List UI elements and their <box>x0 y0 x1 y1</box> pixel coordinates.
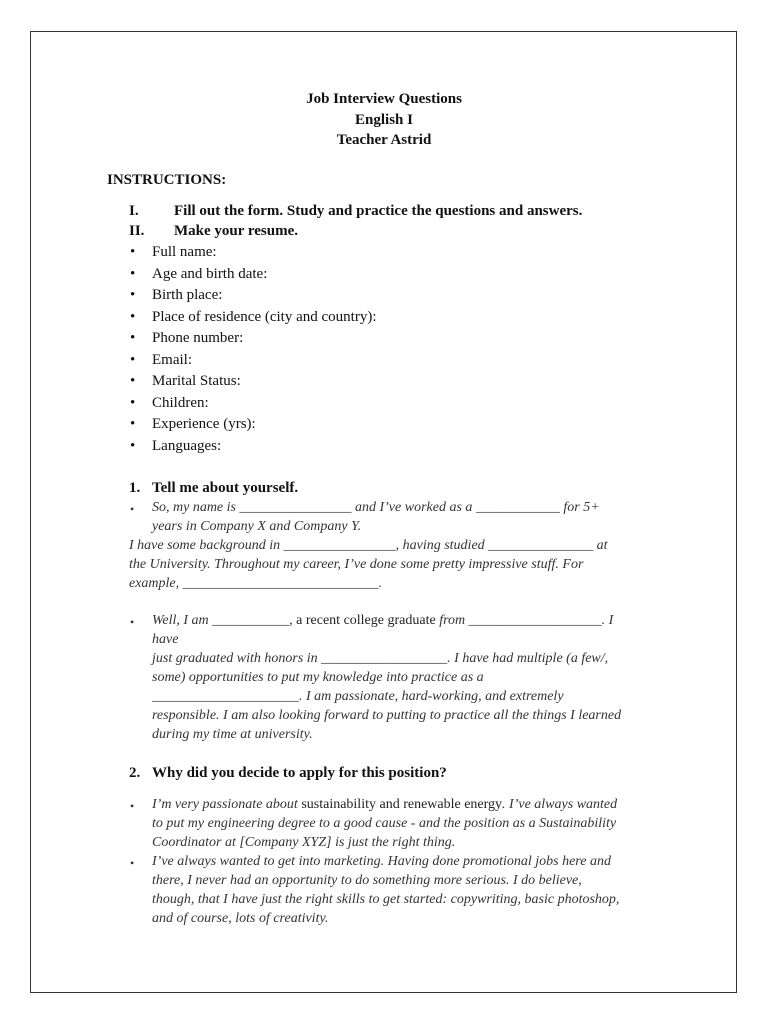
course-name: English I <box>355 112 413 128</box>
answer-line: responsible. I am also looking forward to putting to practice all the things I learned <box>152 708 622 723</box>
field-label: Birth place: <box>152 287 223 303</box>
question-1-text: Tell me about yourself. <box>152 480 299 496</box>
answer-line: example, ____________________________. <box>129 576 383 591</box>
answer-line: I’ve always wanted to get into marketing. Having done promotional jobs here and <box>152 854 611 869</box>
answer-line: So, my name is ________________ and I’ve worked as a ____________ for 5+ <box>152 500 600 515</box>
answer-emphasis: sustainability and renewable energy <box>301 797 503 812</box>
bullet-icon: • <box>130 266 136 282</box>
field-label: Children: <box>152 395 209 411</box>
bullet-icon: • <box>130 287 136 303</box>
answer-line: to put my engineering degree to a good cause - and the position as a Sustainability <box>152 816 617 831</box>
answer-line: _____________________. I am passionate, hard-working, and extremely <box>152 689 564 704</box>
answer-line: there, I never had an opportunity to do something more serious. I do believe, <box>152 873 582 888</box>
step-number: I. <box>129 203 139 219</box>
instructions-heading: INSTRUCTIONS: <box>107 172 227 188</box>
answer-line: have <box>152 632 179 647</box>
bullet-icon: • <box>130 309 136 325</box>
field-label: Age and birth date: <box>152 266 268 282</box>
answer-line: though, that I have just the right skills to get started: copywriting, basic photoshop, <box>152 892 620 907</box>
bullet-icon: • <box>130 799 135 813</box>
bullet-icon: • <box>130 615 135 629</box>
answer-line: just graduated with honors in __________________. I have had multiple (a few/, <box>152 651 609 666</box>
answer-line: Coordinator at [Company XYZ] is just the right thing. <box>152 835 456 850</box>
answer-line: during my time at university. <box>152 727 313 742</box>
bullet-icon: • <box>130 856 135 870</box>
answer-line: some) opportunities to put my knowledge into practice as a <box>152 670 484 685</box>
answer-line: I have some background in ________________, having studied _______________ at <box>129 538 608 553</box>
answer-line: the University. Throughout my career, I’ve done some pretty impressive stuff. For <box>129 557 584 572</box>
field-label: Languages: <box>152 438 222 454</box>
bullet-icon: • <box>130 373 136 389</box>
document-title: Job Interview Questions <box>306 91 462 107</box>
field-label: Email: <box>152 352 192 368</box>
question-number: 2. <box>129 765 141 781</box>
bullet-icon: • <box>130 438 136 454</box>
bullet-icon: • <box>130 352 136 368</box>
bullet-icon: • <box>130 395 136 411</box>
step-number: II. <box>129 223 145 239</box>
step-text: Fill out the form. Study and practice the questions and answers. <box>174 203 583 219</box>
answer-line <box>152 797 617 813</box>
answer-segment: . I’ve always wanted <box>502 797 618 812</box>
answer-line: years in Company X and Company Y. <box>152 519 362 534</box>
bullet-icon: • <box>130 416 136 432</box>
bullet-icon: • <box>130 502 135 516</box>
bullet-icon: • <box>130 330 136 346</box>
question-2-text: Why did you decide to apply for this position? <box>152 765 447 781</box>
answer-segment: Well, I am ___________, <box>152 613 297 628</box>
question-number: 1. <box>129 480 141 496</box>
step-text: Make your resume. <box>174 223 299 239</box>
teacher-name: Teacher Astrid <box>336 132 432 148</box>
field-label: Full name: <box>152 244 217 260</box>
answer-line: and of course, lots of creativity. <box>152 911 329 926</box>
answer-line <box>152 613 613 629</box>
field-label: Place of residence (city and country): <box>152 309 377 325</box>
answer-segment: I’m very passionate about <box>152 797 302 812</box>
answer-emphasis: a recent college graduate <box>296 613 436 628</box>
bullet-icon: • <box>130 244 136 260</box>
answer-segment: from ___________________. I <box>435 613 614 628</box>
field-label: Marital Status: <box>152 373 241 389</box>
field-label: Experience (yrs): <box>152 416 256 432</box>
field-label: Phone number: <box>152 330 244 346</box>
